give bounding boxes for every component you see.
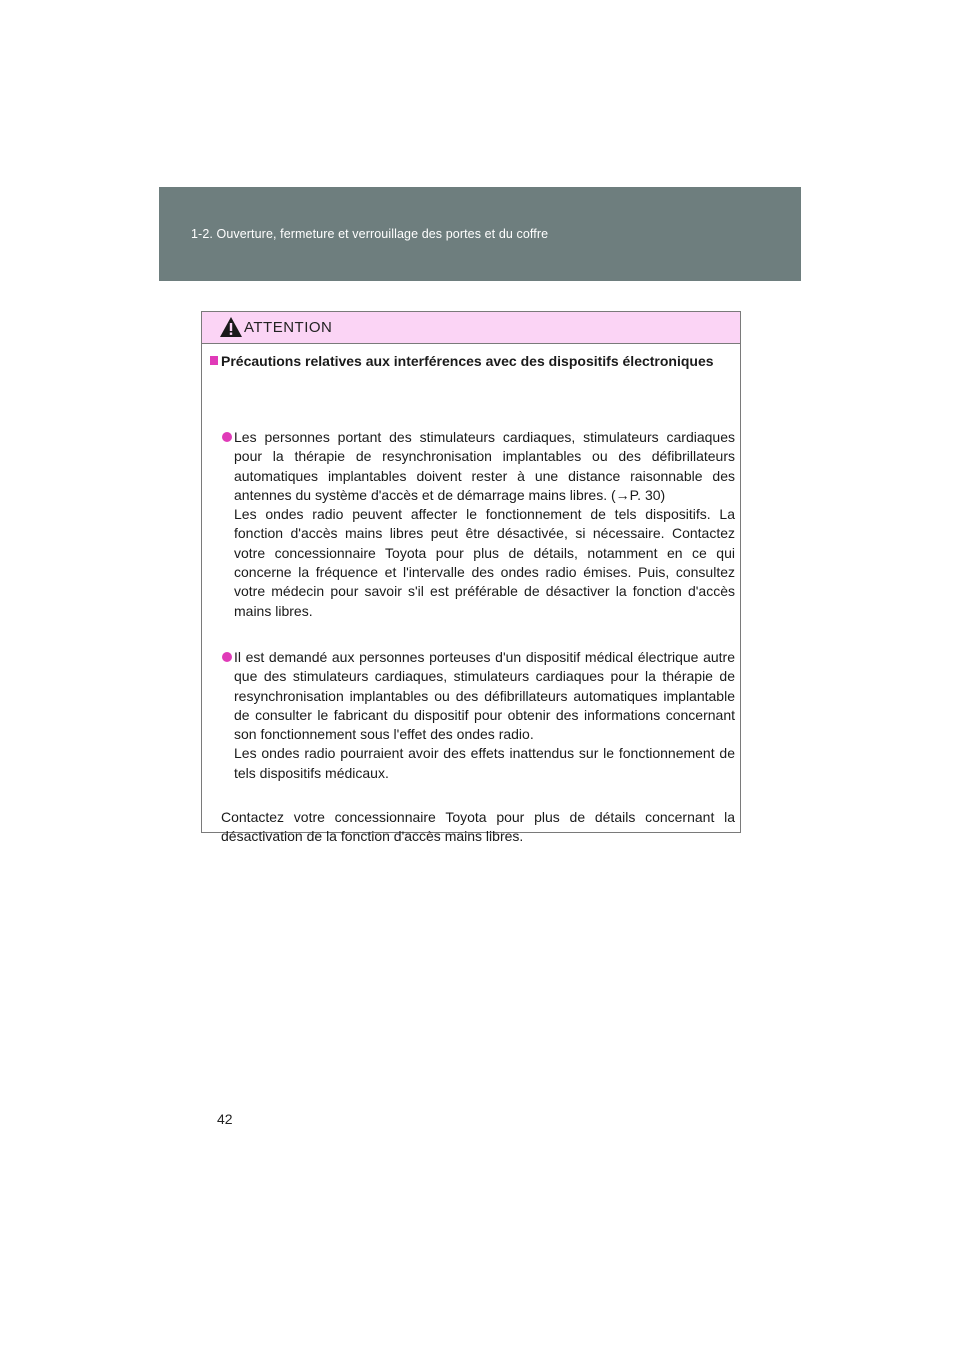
list-item: [221, 428, 735, 621]
closing-paragraph: Contactez votre concessionnaire Toyota pour plus de détails concernant la désactivation de la fonction d'accès mains libres.: [221, 809, 735, 845]
chapter-title: 1-2. Ouverture, fermeture et verrouillage des portes et du coffre: [191, 227, 549, 241]
section-heading: Précautions relatives aux interférences avec des dispositifs électroniques: [211, 352, 735, 371]
item2-paragraph2: Les ondes radio pourraient avoir des effets inattendus sur le fonctionnement de tels dispositifs médicaux.: [234, 745, 735, 781]
list-item: [221, 648, 735, 783]
attention-header: [202, 312, 740, 344]
item1-paragraph2: Les ondes radio peuvent affecter le fonctionnement de tels dispositifs. La fonction d'accès mains libres peut être désactivée, si nécessaire. Contactez votre concessionnaire Toyota pour plus de détails, notamment en ce qui concerne la fréquence et l'intervalle des ondes radio émises. Puis, consultez votre médecin pour savoir s'il est préférable de désactiver la fonction d'accès mains libres.: [234, 506, 735, 619]
square-bullet-icon: [210, 356, 218, 365]
round-bullet-icon: [222, 652, 232, 662]
item1-paragraph1: Les personnes portant des stimulateurs cardiaques, stimulateurs cardiaques pour la thérapie de resynchronisation implantables ou des défibrillateurs automatiques implantables doivent rester à une distance raisonnable des antennes du système d'accès et de démarrage mains libres. (→P. 30): [234, 429, 735, 503]
item2-paragraph1: Il est demandé aux personnes porteuses d'un dispositif médical électrique autre que des stimulateurs cardiaques, stimulateurs cardiaques pour la thérapie de resynchronisation implantables ou des défibrillateurs automatiques implantable de consulter le fabricant du dispositif pour obtenir des informations concernant son fonctionnement sous l'effet des ondes radio.: [234, 649, 735, 743]
page-number: 42: [217, 1111, 233, 1127]
warning-triangle-icon: [219, 316, 243, 338]
attention-box: [201, 311, 741, 845]
chapter-header: [159, 187, 801, 281]
round-bullet-icon: [222, 432, 232, 442]
attention-title: ATTENTION: [244, 319, 333, 336]
